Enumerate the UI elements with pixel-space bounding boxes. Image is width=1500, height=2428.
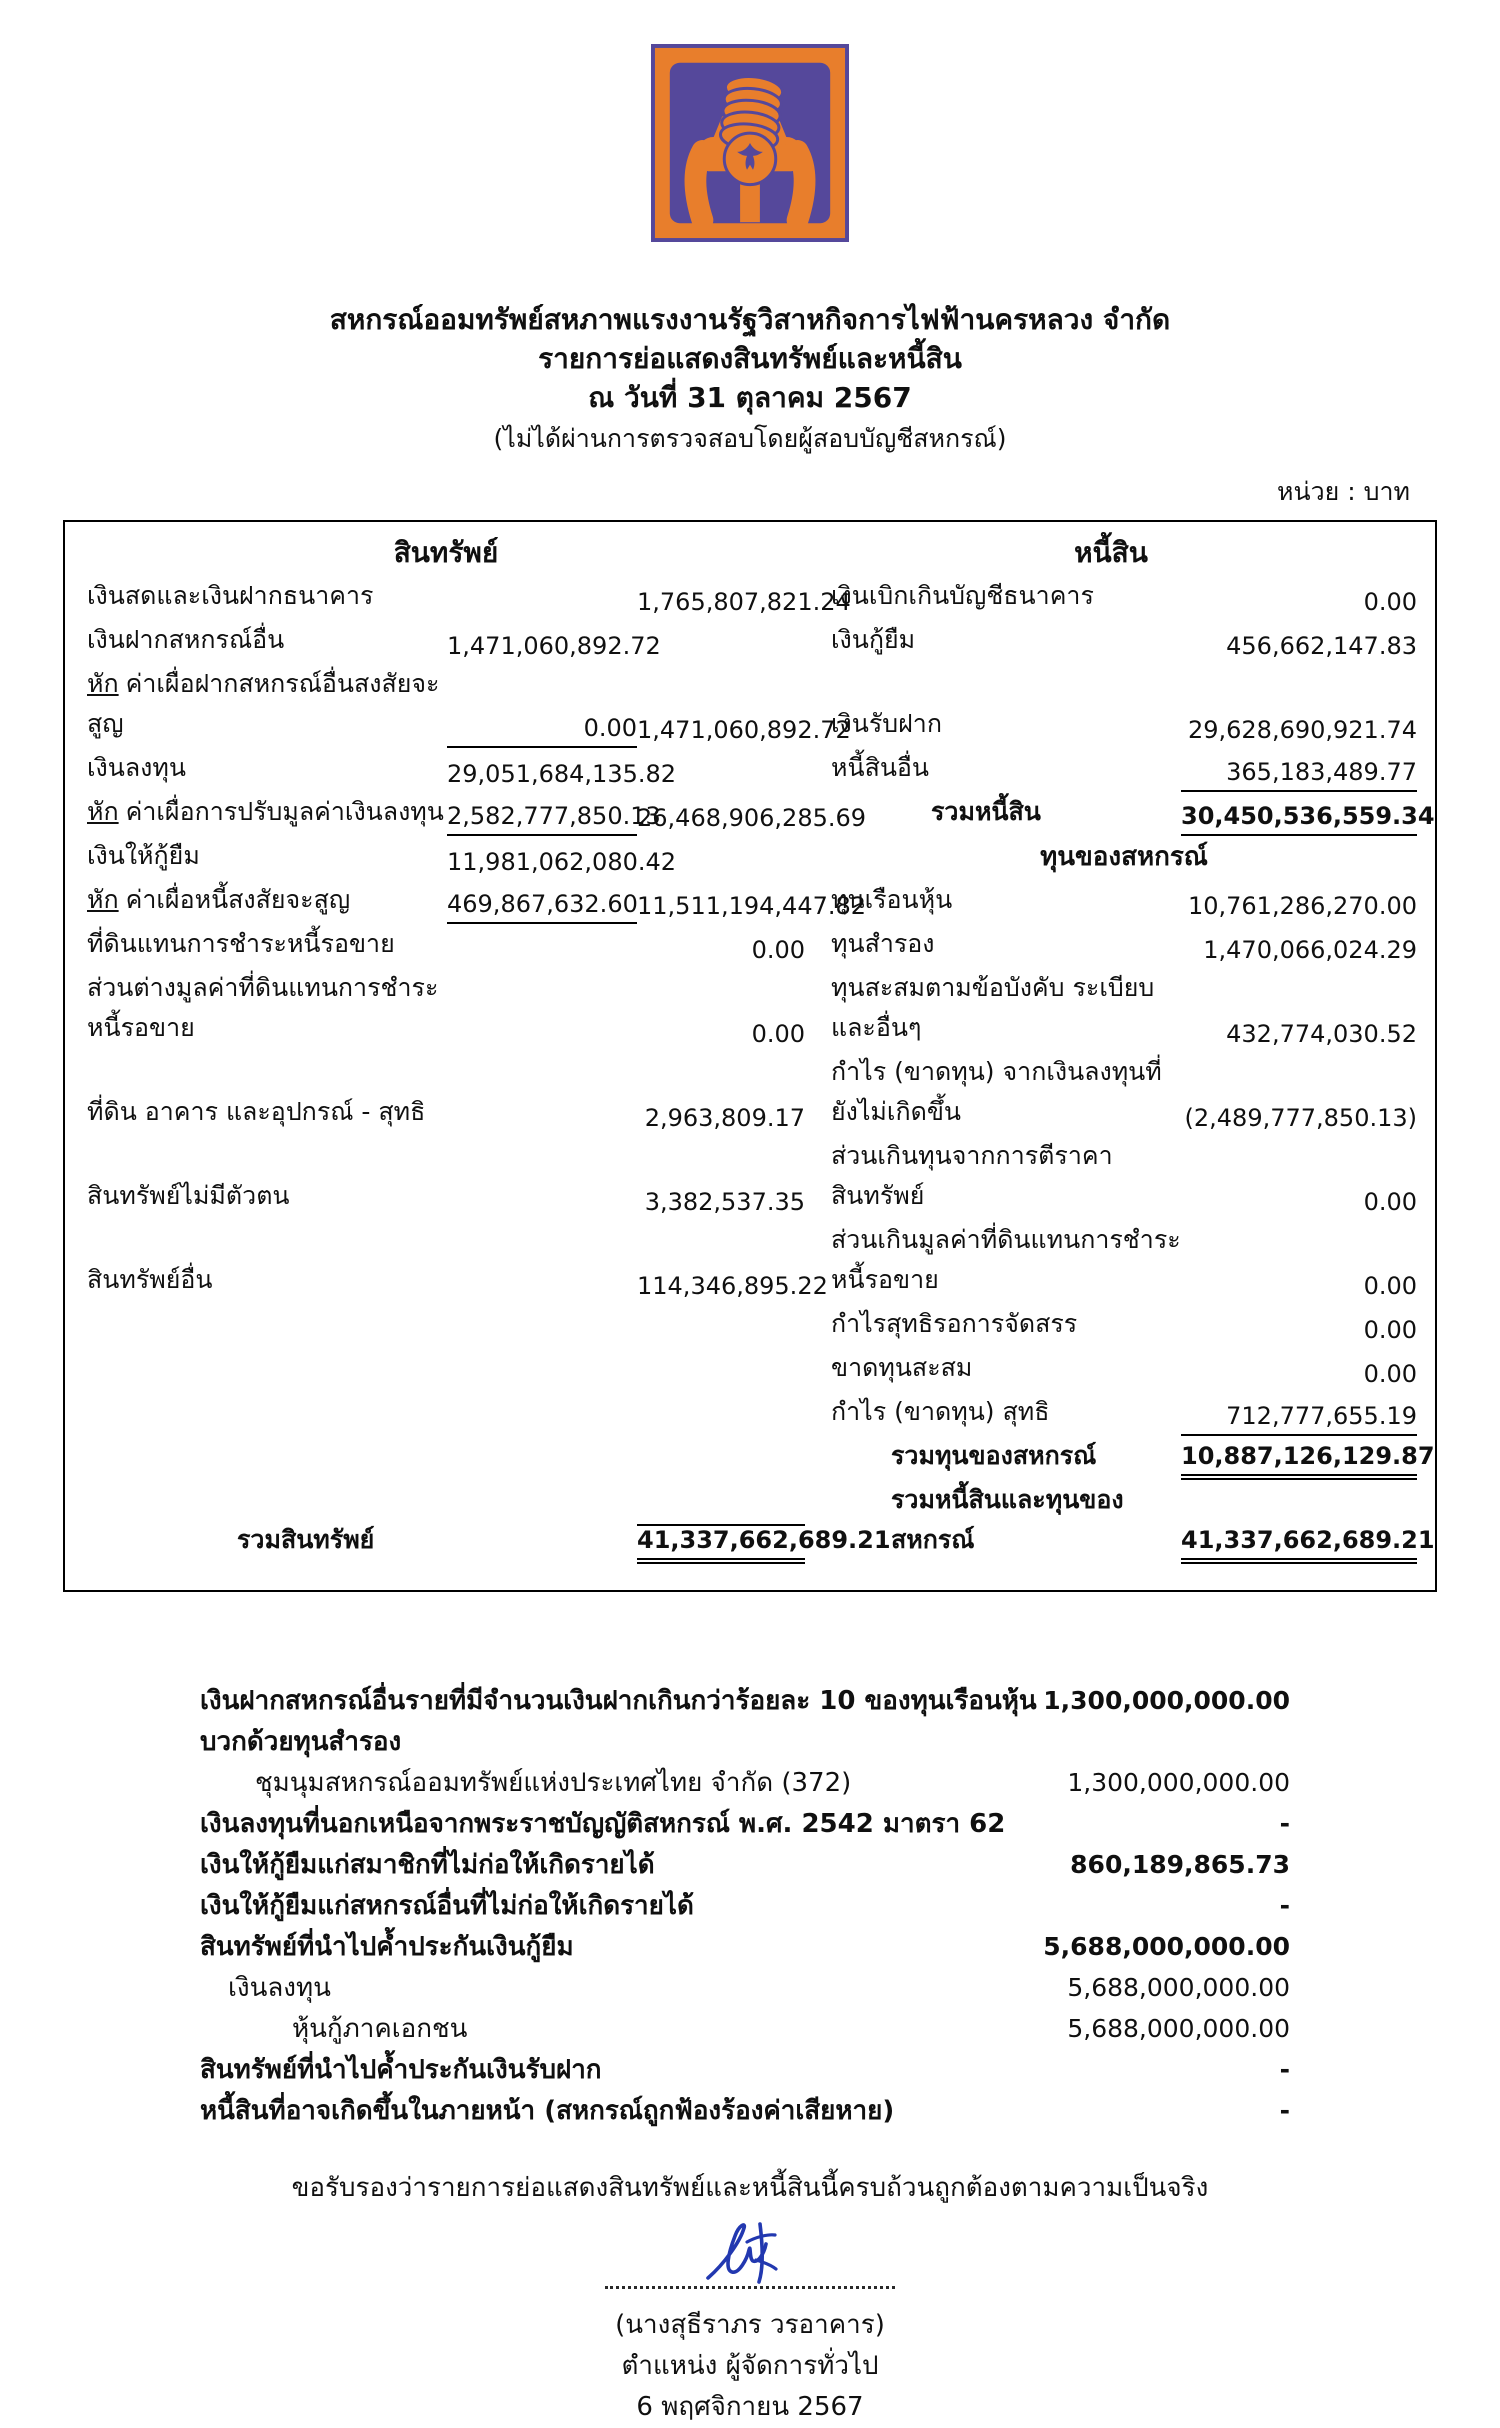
- disclosure-row: [200, 1844, 1290, 1885]
- signed-date: 6 พฤศจิกายน 2567: [636, 2392, 864, 2422]
- asset-label: หัก ค่าเผื่อหนี้สงสัยจะสูญ: [87, 885, 351, 914]
- asset-subamount: 11,981,062,080.42: [447, 848, 677, 876]
- equity-label: กำไรสุทธิรอการจัดสรร: [831, 1309, 1078, 1338]
- grand-total-amount: 41,337,662,689.21: [1181, 1526, 1417, 1564]
- disclosure-row: [200, 1762, 1290, 1803]
- liabilities-total-label: รวมหนี้สิน: [931, 797, 1041, 826]
- disclosure-label: หนี้สินที่อาจเกิดขึ้นในภายหน้า (สหกรณ์ถูกฟ้องร้องค่าเสียหาย): [200, 2096, 895, 2126]
- asset-amount: 0.00: [751, 936, 805, 964]
- equity-amount: 432,774,030.52: [1226, 1020, 1417, 1048]
- disclosure-value: 1,300,000,000.00: [1067, 1768, 1290, 1797]
- disclosure-row: [200, 1680, 1290, 1762]
- disclosure-value: 1,300,000,000.00: [1043, 1686, 1290, 1715]
- asset-label: เงินลงทุน: [87, 753, 186, 782]
- asset-amount: 114,346,895.22: [637, 1272, 828, 1300]
- equity-amount: 1,470,066,024.29: [1203, 936, 1417, 964]
- table-row: [87, 880, 1419, 924]
- grand-total-label: รวมหนี้สินและทุนของสหกรณ์: [891, 1485, 1124, 1554]
- signer-info: [0, 2305, 1500, 2428]
- disclosure-label: เงินลงทุนที่นอกเหนือจากพระราชบัญญัติสหกรณ์ พ.ศ. 2542 มาตรา 62: [200, 1809, 1006, 1839]
- disclosure-label: สินทรัพย์ที่นำไปค้ำประกันเงินกู้ยืม: [200, 1932, 574, 1962]
- table-row: [87, 968, 1419, 1052]
- disclosure-label: ชุมนุมสหกรณ์ออมทรัพย์แห่งประเทศไทย จำกัด (372): [255, 1768, 852, 1798]
- asset-label: สินทรัพย์ไม่มีตัวตน: [87, 1181, 290, 1210]
- disclosure-row: [200, 1967, 1290, 2008]
- disclosure-value: -: [1279, 2096, 1290, 2125]
- disclosure-value: -: [1279, 1891, 1290, 1920]
- disclosures-section: [200, 1680, 1290, 2131]
- table-row: [87, 1436, 1435, 1480]
- disclosure-row: [200, 2008, 1290, 2049]
- table-row: [87, 1220, 1419, 1304]
- disclosure-value: -: [1279, 2055, 1290, 2084]
- equity-total-amount: 10,887,126,129.87: [1181, 1442, 1417, 1480]
- org-name: สหกรณ์ออมทรัพย์สหภาพแรงงานรัฐวิสาหกิจการไฟฟ้านครหลวง จำกัด: [329, 303, 1171, 336]
- liability-label: เงินกู้ยืม: [831, 625, 916, 654]
- equity-amount: 10,761,286,270.00: [1187, 892, 1417, 920]
- equity-label: ทุนสะสมตามข้อบังคับ ระเบียบและอื่นๆ: [831, 973, 1155, 1042]
- equity-label: กำไร (ขาดทุน) จากเงินลงทุนที่ยังไม่เกิดขึ้น: [831, 1057, 1162, 1126]
- liability-amount: 0.00: [1363, 588, 1417, 616]
- table-row: [87, 836, 1419, 880]
- assets-total-amount: 41,337,662,689.21: [637, 1524, 805, 1564]
- table-row: [87, 620, 1419, 664]
- liability-amount: 365,183,489.77: [1181, 758, 1417, 792]
- asset-label: เงินสดและเงินฝากธนาคาร: [87, 581, 374, 610]
- equity-label: ส่วนเกินมูลค่าที่ดินแทนการชำระหนี้รอขาย: [831, 1225, 1181, 1294]
- disclosure-row: [200, 1926, 1290, 1967]
- liability-label: หนี้สินอื่น: [831, 753, 930, 782]
- assets-header: สินทรัพย์: [393, 536, 499, 569]
- signer-name: (นางสุธีราภร วรอาคาร): [615, 2310, 885, 2340]
- disclosure-label: หุ้นกู้ภาคเอกชน: [292, 2014, 468, 2044]
- table-row: [87, 792, 1435, 836]
- equity-label: ขาดทุนสะสม: [831, 1353, 973, 1382]
- liabilities-total-amount: 30,450,536,559.34: [1181, 802, 1417, 836]
- table-row: [87, 1348, 1419, 1392]
- table-row: [87, 748, 1419, 792]
- disclosure-value: 5,688,000,000.00: [1043, 1932, 1290, 1961]
- coop-logo: [651, 44, 849, 242]
- document-header: [0, 300, 1500, 458]
- as-of-date: ณ วันที่ 31 ตุลาคม 2567: [588, 381, 912, 414]
- equity-label: ทุนเรือนหุ้น: [831, 885, 953, 914]
- equity-amount: 0.00: [1363, 1360, 1417, 1388]
- equity-total-label: รวมทุนของสหกรณ์: [891, 1441, 1097, 1470]
- disclosure-label: เงินฝากสหกรณ์อื่นรายที่มีจำนวนเงินฝากเกินกว่าร้อยละ 10 ของทุนเรือนหุ้นบวกด้วยทุนสำรอง: [200, 1686, 1037, 1757]
- equity-amount: 0.00: [1363, 1188, 1417, 1216]
- disclosure-row: [200, 2049, 1290, 2090]
- liability-label: เงินเบิกเกินบัญชีธนาคาร: [831, 581, 1094, 610]
- disclosure-value: 860,189,865.73: [1070, 1850, 1290, 1879]
- asset-subamount: 0.00: [447, 714, 637, 748]
- disclosure-value: 5,688,000,000.00: [1067, 2014, 1290, 2043]
- equity-label: กำไร (ขาดทุน) สุทธิ: [831, 1397, 1050, 1426]
- asset-label: หัก ค่าเผื่อฝากสหกรณ์อื่นสงสัยจะสูญ: [87, 669, 440, 738]
- disclosure-value: 5,688,000,000.00: [1067, 1973, 1290, 2002]
- table-row: [87, 924, 1419, 968]
- disclosure-row: [200, 1885, 1290, 1926]
- equity-label: ส่วนเกินทุนจากการตีราคาสินทรัพย์: [831, 1141, 1113, 1210]
- asset-subamount: 29,051,684,135.82: [447, 760, 677, 788]
- equity-section-header: ทุนของสหกรณ์: [1040, 842, 1208, 872]
- balance-sheet-table: [63, 520, 1437, 1592]
- asset-label: เงินให้กู้ยืม: [87, 841, 200, 870]
- hands-holding-coins-icon: [651, 44, 849, 242]
- table-row: [87, 576, 1419, 620]
- unit-label: หน่วย : บาท: [1277, 477, 1410, 506]
- signature-block: [0, 2214, 1500, 2289]
- asset-label: เงินฝากสหกรณ์อื่น: [87, 625, 285, 654]
- liabilities-header: หนี้สิน: [1074, 536, 1148, 569]
- asset-amount: 0.00: [751, 1020, 805, 1048]
- table-row: [87, 1480, 1435, 1564]
- equity-label: ทุนสำรอง: [831, 929, 935, 958]
- asset-amount: 1,765,807,821.24: [637, 588, 851, 616]
- equity-amount: 712,777,655.19: [1181, 1402, 1417, 1436]
- asset-label: หัก ค่าเผื่อการปรับมูลค่าเงินลงทุน: [87, 797, 444, 826]
- certification-statement: ขอรับรองว่ารายการย่อแสดงสินทรัพย์และหนี้สินนี้ครบถ้วนถูกต้องตามความเป็นจริง: [291, 2173, 1209, 2203]
- asset-subamount: 2,582,777,850.13: [447, 802, 637, 836]
- asset-subamount: 469,867,632.60: [447, 890, 637, 924]
- liability-amount: 456,662,147.83: [1226, 632, 1417, 660]
- equity-amount: 0.00: [1363, 1272, 1417, 1300]
- disclosure-label: เงินให้กู้ยืมแก่สหกรณ์อื่นที่ไม่ก่อให้เกิดรายได้: [200, 1891, 694, 1921]
- equity-amount: 0.00: [1363, 1316, 1417, 1344]
- asset-amount: 26,468,906,285.69: [637, 804, 867, 832]
- asset-label: ที่ดิน อาคาร และอุปกรณ์ - สุทธิ: [87, 1097, 426, 1126]
- report-title: รายการย่อแสดงสินทรัพย์และหนี้สิน: [538, 342, 962, 375]
- disclosure-row: [200, 2090, 1290, 2131]
- signer-title: ตำแหน่ง ผู้จัดการทั่วไป: [621, 2351, 879, 2381]
- asset-amount: 11,511,194,447.82: [637, 892, 867, 920]
- asset-label: สินทรัพย์อื่น: [87, 1265, 213, 1294]
- liability-label: เงินรับฝาก: [831, 709, 942, 738]
- asset-amount: 3,382,537.35: [644, 1188, 805, 1216]
- asset-amount: 2,963,809.17: [644, 1104, 805, 1132]
- table-header-row: [87, 530, 1419, 576]
- asset-label: ที่ดินแทนการชำระหนี้รอขาย: [87, 929, 395, 958]
- disclosure-label: สินทรัพย์ที่นำไปค้ำประกันเงินรับฝาก: [200, 2055, 602, 2085]
- asset-amount: 1,471,060,892.72: [637, 716, 851, 744]
- table-row: [87, 664, 1419, 748]
- asset-subamount: 1,471,060,892.72: [447, 632, 661, 660]
- table-row: [87, 1304, 1419, 1348]
- disclosure-value: -: [1279, 1809, 1290, 1838]
- asset-label: ส่วนต่างมูลค่าที่ดินแทนการชำระหนี้รอขาย: [87, 973, 439, 1042]
- signature-line: [605, 2286, 895, 2289]
- disclosure-label: เงินลงทุน: [228, 1973, 331, 2003]
- disclosure-row: [200, 1803, 1290, 1844]
- liability-amount: 29,628,690,921.74: [1187, 716, 1417, 744]
- assets-total-label: รวมสินทรัพย์: [237, 1525, 375, 1554]
- disclosure-label: เงินให้กู้ยืมแก่สมาชิกที่ไม่ก่อให้เกิดรายได้: [200, 1850, 655, 1880]
- table-row: [87, 1392, 1419, 1436]
- equity-amount: (2,489,777,850.13): [1184, 1104, 1417, 1132]
- table-row: [87, 1136, 1419, 1220]
- table-row: [87, 1052, 1419, 1136]
- unaudited-note: (ไม่ได้ผ่านการตรวจสอบโดยผู้สอบบัญชีสหกรณ์): [493, 424, 1007, 453]
